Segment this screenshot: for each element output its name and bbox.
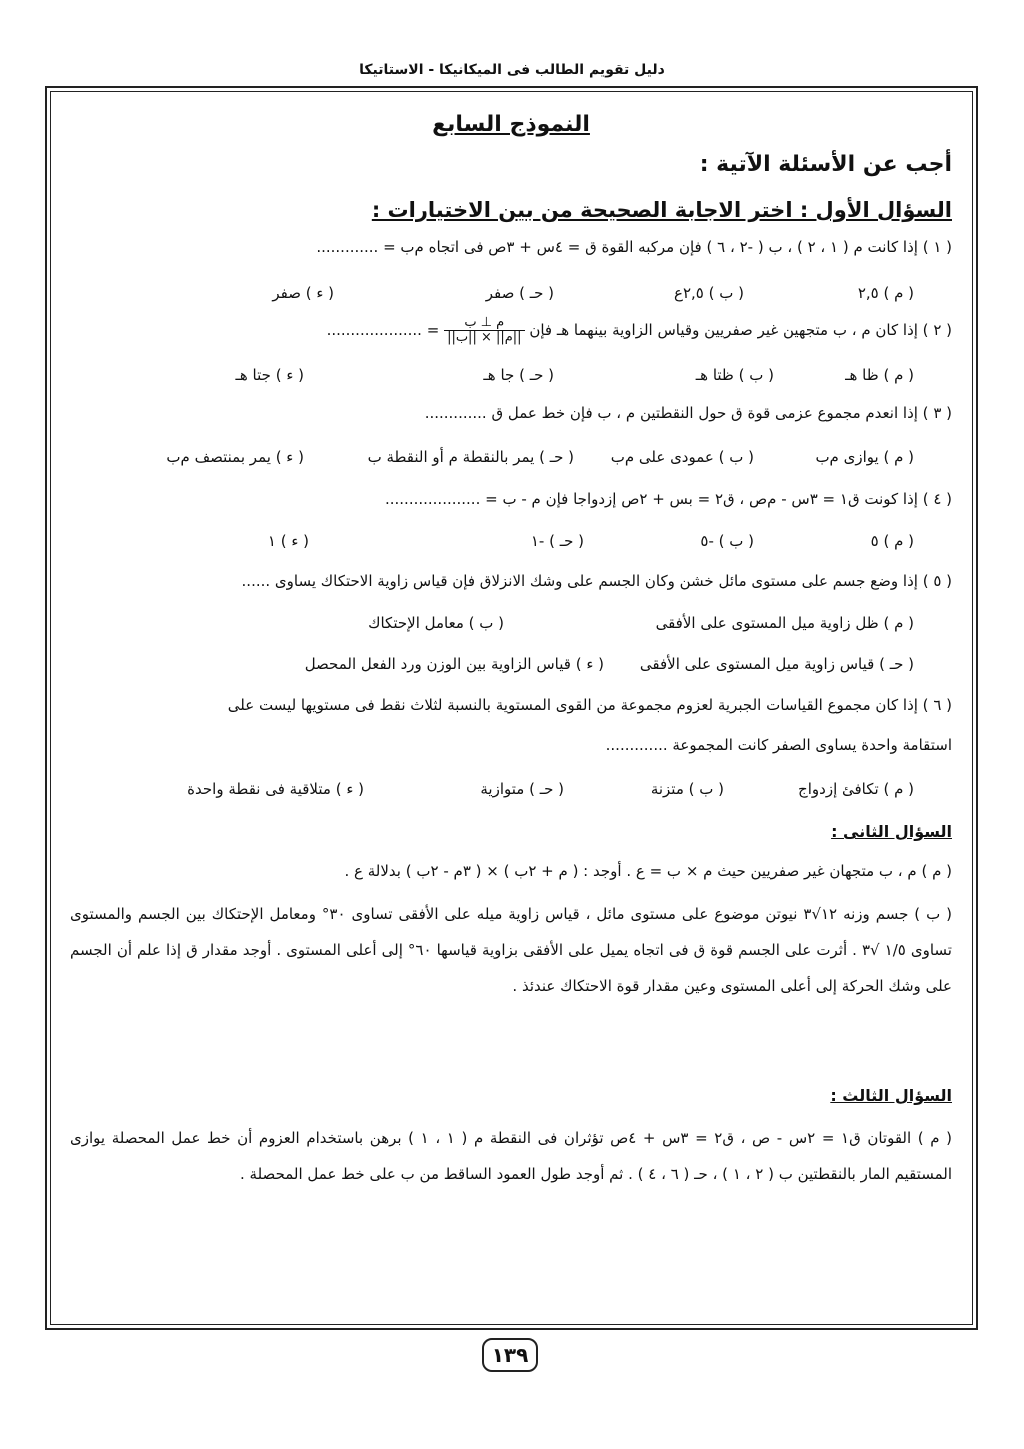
q2-part-b: ( ب ) جسم وزنه ١٢√٣ نيوتن موضوع على مستوى مائل ، قياس زاوية ميله على الأفقى تساوى ٣٠° ومعامل الإحتكاك بين الجسم والمستوى تساوى ١/٥ √٣ . أثرت على الجسم قوة ق فى اتجاه يميل على الأفقى بزاوية قياسها ٦٠° إلى أعلى المستوى . أوجد مقدار ق إذا علم أن الجسم على وشك الحركة إلى أعلى المستوى وعين مقدار قوة الاحتكاك عندئذ . <box>70 905 952 995</box>
q1-item-1-option-b: ( ب ) ٢,٥ع <box>674 284 744 302</box>
q1-item-2-text: ( ٢ ) إذا كان ﻡ ، ب متجهين غير صفريين وقياس الزاوية بينهما هـ فإن <box>529 321 952 339</box>
q3-heading: السؤال الثالث : <box>830 1086 952 1105</box>
q1-item-4-option-b: ( ب ) -٥ <box>700 532 754 550</box>
q1-item-1-option-a: ( ﻡ ) ٢,٥ <box>857 284 914 302</box>
q1-item-4-option-a: ( ﻡ ) ٥ <box>870 532 914 550</box>
instruction: أجب عن الأسئلة الآتية : <box>699 152 952 177</box>
q1-item-3-option-b: ( ب ) عمودى على ﻡب <box>610 448 754 466</box>
q1-heading: السؤال الأول : اختر الاجابة الصحيحة من بين الاختيارات : <box>371 198 952 222</box>
q1-item-6-option-c: ( حـ ) متوازية <box>480 780 564 798</box>
q1-item-2-option-c: ( حـ ) جا هـ <box>483 366 554 384</box>
q2-part-a: ( ﻡ ) ﻡ ، ب متجهان غير صفريين حيث ﻡ × ب = ع . أوجد : ( ﻡ + ٢ب ) × ( ٣ﻡ - ٢ب ) بدلالة ع . <box>344 862 952 880</box>
running-head: دليل تقويم الطالب فى الميكانيكا - الاستاتيكا <box>359 62 665 78</box>
q1-item-4-option-d: ( ء ) ١ <box>267 532 309 550</box>
q1-item-2 <box>70 316 952 345</box>
q1-item-6-option-b: ( ب ) متزنة <box>650 780 724 798</box>
q1-item-6-line-2: استقامة واحدة يساوى الصفر كانت المجموعة ............. <box>605 736 952 754</box>
q1-item-3-option-a: ( ﻡ ) يوازى ﻡب <box>815 448 914 466</box>
q1-item-5-option-a: ( ﻡ ) ظل زاوية ميل المستوى على الأفقى <box>655 614 914 632</box>
q3-part-a: ( ﻡ ) القوتان ق١ = ٢س - ص ، ق٢ = ٣س + ٤ص تؤثران فى النقطة ﻡ ( ١ ، ١ ) برهن باستخدام العزوم أن خط عمل المحصلة يوازى المستقيم المار بالنقطتين ب ( ٢ ، ١ ) ، حـ ( ٦ ، ٤ ) . ثم أوجد طول العمود الساقط من ب على خط عمل المحصلة . <box>70 1129 952 1183</box>
q1-item-5-option-b: ( ب ) معامل الإحتكاك <box>368 614 504 632</box>
q1-item-6-line-1: ( ٦ ) إذا كان مجموع القياسات الجبرية لعزوم مجموعة من القوى المستوية بالنسبة لثلاث نقط فى مستويها ليست على <box>227 696 952 714</box>
q1-item-1-option-d: ( ء ) صفر <box>272 284 334 302</box>
q1-item-4: ( ٤ ) إذا كونت ق١ = ٣س - ﻡص ، ق٢ = بس + ٢ص إزدواجا فإن ﻡ - ب = .................... <box>384 490 952 508</box>
q1-item-4-option-c: ( حـ ) -١ <box>530 532 584 550</box>
q1-item-2-fraction <box>444 316 524 345</box>
q1-item-2-tail: = .................... <box>326 321 440 339</box>
q1-item-6-option-d: ( ء ) متلاقية فى نقطة واحدة <box>187 780 364 798</box>
fraction-numerator: ﻡ ⊥ ب <box>444 316 524 331</box>
q1-item-1-option-c: ( حـ ) صفر <box>485 284 554 302</box>
q1-item-3: ( ٣ ) إذا انعدم مجموع عزمى قوة ق حول النقطتين ﻡ ، ب فإن خط عمل ق ............. <box>424 404 952 422</box>
q1-item-5: ( ٥ ) إذا وضع جسم على مستوى مائل خشن وكان الجسم على وشك الانزلاق فإن قياس زاوية الاحتكاك يساوى ...... <box>241 572 952 590</box>
q1-item-5-option-c: ( حـ ) قياس زاوية ميل المستوى على الأفقى <box>639 655 914 673</box>
q1-item-2-option-d: ( ء ) جتا هـ <box>235 366 304 384</box>
q1-item-2-option-b: ( ب ) ظتا هـ <box>695 366 774 384</box>
q1-item-2-option-a: ( ﻡ ) ظا هـ <box>845 366 914 384</box>
exam-title: النموذج السابع <box>432 112 590 137</box>
q2-heading: السؤال الثانى : <box>831 822 952 841</box>
q1-item-6-option-a: ( ﻡ ) تكافئ إزدواج <box>798 780 914 798</box>
fraction-denominator: ||ﻡ|| × ||ب|| <box>447 330 522 345</box>
page-number: ١٣٩ <box>482 1338 538 1372</box>
q1-item-3-option-d: ( ء ) يمر بمنتصف ﻡب <box>166 448 304 466</box>
q1-item-5-option-d: ( ء ) قياس الزاوية بين الوزن ورد الفعل المحصل <box>304 655 604 673</box>
q1-item-1: ( ١ ) إذا كانت ﻡ ( ١ ، ٢ ) ، ب ( -٢ ، ٦ ) فإن مركبه القوة ق = ٤س + ٣ص فى اتجاه ﻡب = ............. <box>316 238 952 256</box>
q1-item-3-option-c: ( حـ ) يمر بالنقطة ﻡ أو النقطة ب <box>367 448 574 466</box>
